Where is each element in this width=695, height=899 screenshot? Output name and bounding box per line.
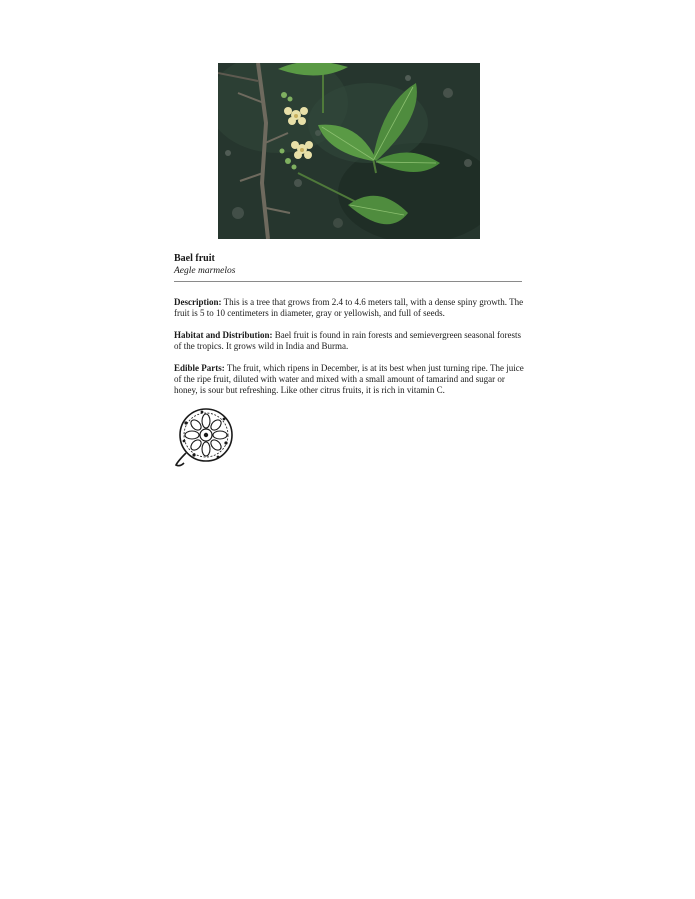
habitat-text: Bael fruit is found in rain forests and semievergreen seasonal forests of the tropics. It grows wild in India and Burma. bbox=[174, 330, 522, 351]
habitat-paragraph bbox=[174, 330, 524, 352]
species-body bbox=[174, 297, 524, 407]
species-heading bbox=[174, 253, 522, 277]
edible-parts-paragraph bbox=[174, 363, 524, 396]
plant-photo-drawing bbox=[218, 63, 480, 239]
bael-fruit-cross-section-icon bbox=[172, 407, 236, 469]
title-divider bbox=[174, 281, 522, 282]
habitat-heading: Habitat and Distribution: bbox=[174, 330, 273, 340]
description-text: This is a tree that grows from 2.4 to 4.6 meters tall, with a dense spiny growth. The fruit is 5 to 10 centimeters in diameter, gray or yellowish, and full of seeds. bbox=[174, 297, 524, 318]
common-name: Bael fruit bbox=[174, 253, 215, 264]
description-paragraph bbox=[174, 297, 524, 319]
bael-plant-photo bbox=[218, 63, 480, 239]
description-heading: Description: bbox=[174, 297, 222, 307]
edible-parts-heading: Edible Parts: bbox=[174, 363, 225, 373]
scientific-name: Aegle marmelos bbox=[174, 266, 236, 276]
edible-parts-text: The fruit, which ripens in December, is at its best when just turning ripe. The juice of the ripe fruit, diluted with water and mixed with a small amount of tamarind and sugar or honey, is sour but refreshing. Like other citrus fruits, it is rich in vitamin C. bbox=[174, 363, 524, 395]
